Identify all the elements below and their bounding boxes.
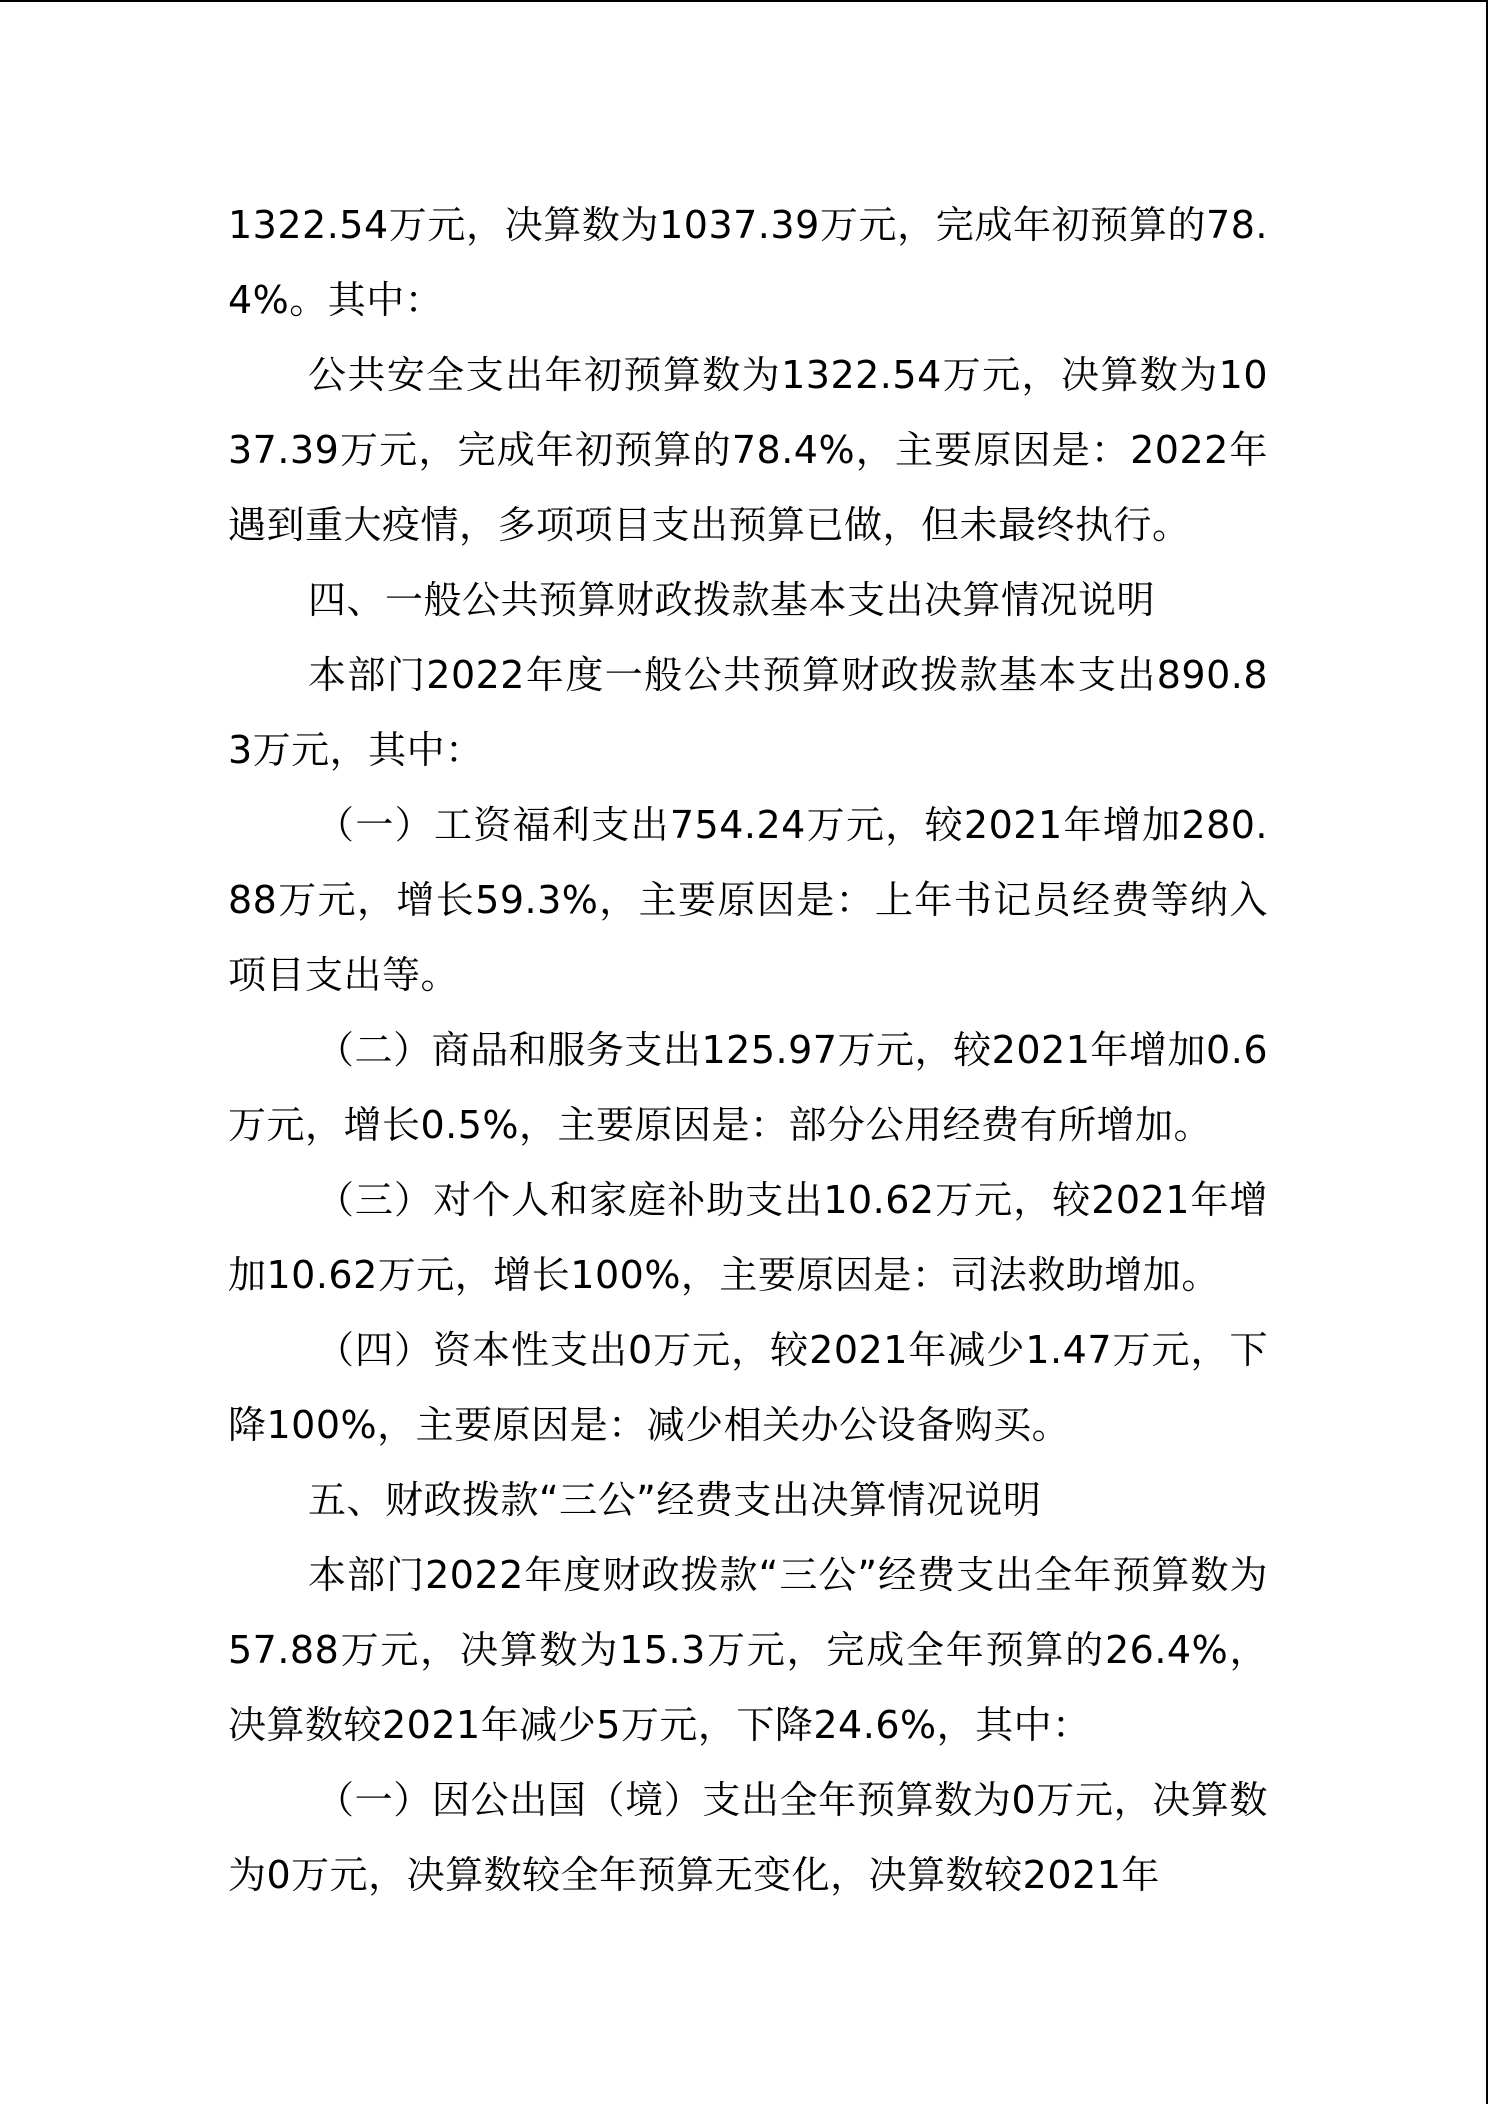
paragraph-goods-services: （二）商品和服务支出125.97万元，较2021年增加0.6万元，增长0.5%，主要原因是：部分公用经费有所增加。	[228, 1028, 1268, 1147]
paragraph-three-public-total: 本部门2022年度财政拨款“三公”经费支出全年预算数为57.88万元，决算数为15.3万元，完成全年预算的26.4%，决算数较2021年减少5万元，下降24.6%，其中：	[228, 1553, 1268, 1747]
paragraph-family-subsidy: （三）对个人和家庭补助支出10.62万元，较2021年增加10.62万元，增长100%，主要原因是：司法救助增加。	[228, 1178, 1268, 1297]
section-heading-three-public: 五、财政拨款“三公”经费支出决算情况说明	[308, 1478, 1042, 1522]
paragraph-public-safety: 公共安全支出年初预算数为1322.54万元，决算数为1037.39万元，完成年初预算的78.4%，主要原因是：2022年遇到重大疫情，多项项目支出预算已做，但未最终执行。	[228, 353, 1268, 547]
paragraph-budget-summary: 1322.54万元，决算数为1037.39万元，完成年初预算的78.4%。其中：	[228, 203, 1268, 322]
paragraph-overseas-travel: （一）因公出国（境）支出全年预算数为0万元，决算数为0万元，决算数较全年预算无变化，决算数较2021年	[228, 1778, 1268, 1897]
paragraph-salary-welfare: （一）工资福利支出754.24万元，较2021年增加280.88万元，增长59.3%，主要原因是：上年书记员经费等纳入项目支出等。	[228, 803, 1268, 997]
document-body	[228, 188, 1268, 1913]
paragraph-basic-expenditure-total: 本部门2022年度一般公共预算财政拨款基本支出890.83万元，其中：	[228, 653, 1268, 772]
section-heading-basic-expenditure: 四、一般公共预算财政拨款基本支出决算情况说明	[308, 578, 1156, 622]
paragraph-capital-expenditure: （四）资本性支出0万元，较2021年减少1.47万元，下降100%，主要原因是：减少相关办公设备购买。	[228, 1328, 1268, 1447]
